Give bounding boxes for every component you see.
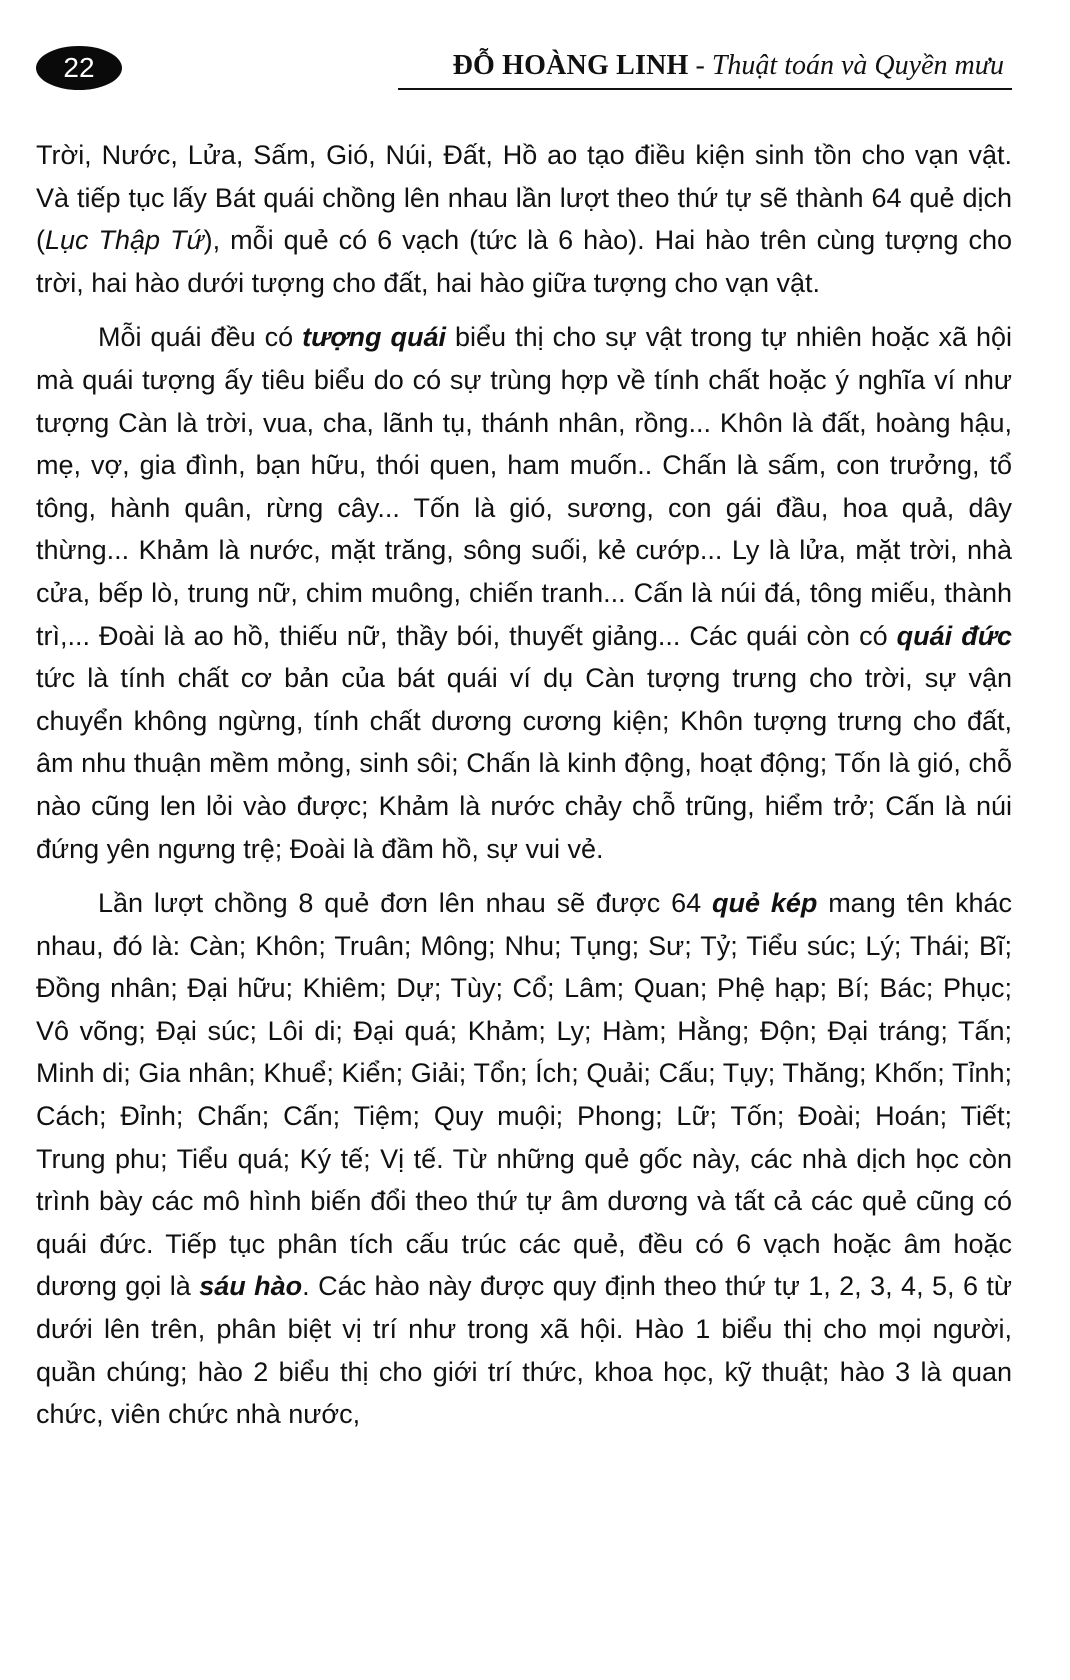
- paragraph-2-text-a: Mỗi quái đều có: [98, 322, 303, 353]
- paragraph-3-text-e: . Các hào này được quy định theo thứ tự 1, 2, 3, 4, 5, 6 từ dưới lên trên, phân biệt vị trí như trong xã hội. Hào 1 biểu thị cho mọi người, quần chúng; hào 2 biểu thị cho giới trí thức, khoa học, kỹ thuật; hào 3 là quan chức, viên chức nhà nước,: [36, 1271, 1012, 1430]
- body-text: [36, 134, 1012, 1448]
- page-header: [36, 44, 1016, 94]
- paragraph-1: [36, 134, 1012, 304]
- author-name: ĐỖ HOÀNG LINH: [452, 50, 689, 81]
- book-title: Thuật toán và Quyền mưu: [711, 50, 1004, 81]
- title-separator: -: [688, 50, 712, 81]
- header-rule: [398, 88, 1012, 90]
- term-tuong-quai: tượng quái: [302, 322, 447, 353]
- paragraph-1-text-c: ), mỗi quẻ có 6 vạch (tức là 6 hào). Hai hào trên cùng tượng cho trời, hai hào dưới tượng cho đất, hai hào giữa tượng cho vạn vật.: [36, 225, 1012, 298]
- paragraph-2-text-e: tức là tính chất cơ bản của bát quái ví dụ Càn tượng trưng cho trời, sự vận chuyển không ngừng, tính chất dương cương kiện; Khôn tượng trưng cho đất, âm nhu thuận mềm mỏng, sinh sôi; Chấn là kinh động, hoạt động; Tốn là gió, chỗ nào cũng len lỏi vào được; Khảm là nước chảy chỗ trũng, hiểm trở; Cấn là núi đứng yên ngưng trệ; Đoài là đầm hồ, sự vui vẻ.: [36, 663, 1012, 864]
- page-number-badge: 22: [36, 46, 122, 90]
- running-head: [453, 50, 1004, 82]
- paragraph-2: [36, 316, 1012, 870]
- paragraph-3-text-c: mang tên khác nhau, đó là: Càn; Khôn; Truân; Mông; Nhu; Tụng; Sư; Tỷ; Tiểu súc; Lý; Thái; Bĩ; Đồng nhân; Đại hữu; Khiêm; Dự; Tùy; Cổ; Lâm; Quan; Phệ hạp; Bí; Bác; Phục; Vô võng; Đại súc; Lôi di; Đại quá; Khảm; Ly; Hàm; Hằng; Độn; Đại tráng; Tấn; Minh di; Gia nhân; Khuể; Kiển; Giải; Tổn; Ích; Quải; Cấu; Tụy; Thăng; Khốn; Tỉnh; Cách; Đỉnh; Chấn; Cấn; Tiệm; Quy muội; Phong; Lữ; Tốn; Đoài; Hoán; Tiết; Trung phu; Tiểu quá; Ký tế; Vị tế. Từ những quẻ gốc này, các nhà dịch học còn trình bày các mô hình biến đổi theo thứ tự âm dương và tất cả các quẻ cũng có quái đức. Tiếp tục phân tích cấu trúc các quẻ, đều có 6 vạch hoặc âm hoặc dương gọi là: [36, 888, 1012, 1302]
- term-quai-duc: quái đức: [896, 620, 1012, 651]
- paragraph-2-text-c: biểu thị cho sự vật trong tự nhiên hoặc xã hội mà quái tượng ấy tiêu biểu do có sự trùng hợp về tính chất hoặc ý nghĩa ví như tượng Càn là trời, vua, cha, lãnh tụ, thánh nhân, rồng... Khôn là đất, hoàng hậu, mẹ, vợ, gia đình, bạn hữu, thói quen, ham muốn.. Chấn là sấm, con trưởng, tổ tông, hành quân, rừng cây... Tốn là gió, sương, con gái đầu, hoa quả, dây thừng... Khảm là nước, mặt trăng, sông suối, kẻ cướp... Ly là lửa, mặt trời, nhà cửa, bếp lò, trung nữ, chim muông, chiến tranh... Cấn là núi đá, tông miếu, thành trì,... Đoài là ao hồ, thiếu nữ, thầy bói, thuyết giảng... Các quái còn có: [36, 322, 1012, 651]
- paragraph-1-text-a: Trời, Nước, Lửa, Sấm, Gió, Núi, Đất, Hồ ao tạo điều kiện sinh tồn cho vạn vật. Và tiếp tục lấy Bát quái chồng lên nhau lần lượt theo thứ tự sẽ thành 64 quẻ dịch (: [36, 140, 1012, 256]
- term-sau-hao: sáu hào: [199, 1271, 303, 1302]
- term-que-kep: quẻ kép: [711, 888, 818, 919]
- paragraph-3: [36, 882, 1012, 1436]
- paragraph-3-text-a: Lần lượt chồng 8 quẻ đơn lên nhau sẽ được 64: [98, 888, 712, 919]
- emphasis-luc-thap-tu: Lục Thập Tứ: [45, 225, 204, 256]
